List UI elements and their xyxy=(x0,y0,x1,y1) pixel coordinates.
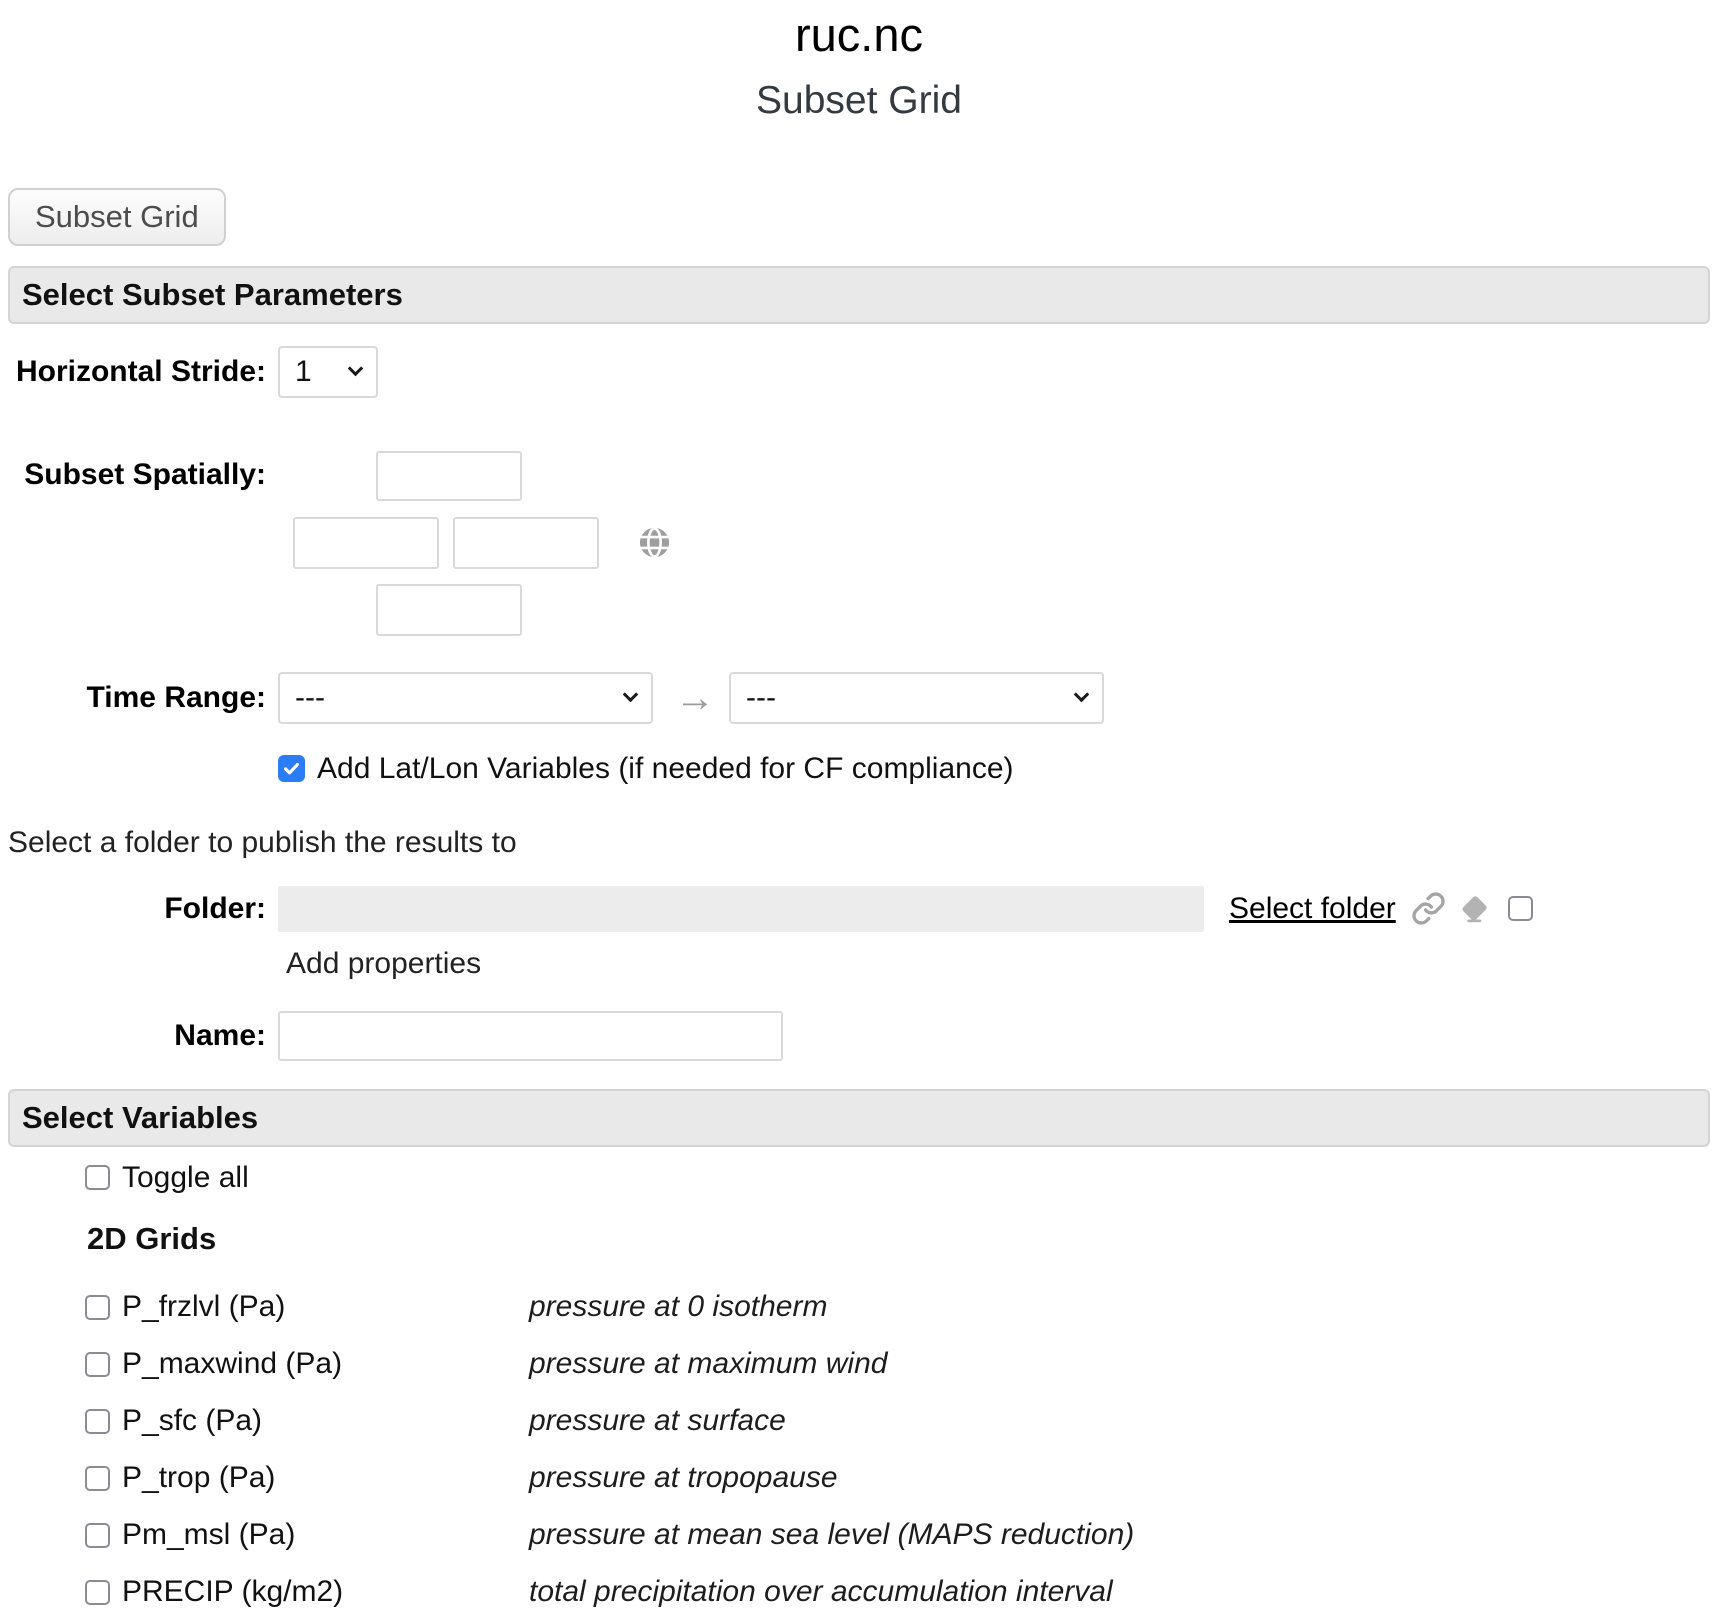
section-header-subset-parameters: Select Subset Parameters xyxy=(8,266,1710,324)
variable-description: total precipitation over accumulation interval xyxy=(529,1575,1113,1609)
page-subtitle: Subset Grid xyxy=(756,79,962,123)
folder-path-input[interactable] xyxy=(278,886,1204,932)
toggle-all-checkbox[interactable] xyxy=(85,1165,110,1190)
add-properties-link[interactable]: Add properties xyxy=(286,946,482,980)
horizontal-stride-select[interactable] xyxy=(278,346,378,398)
variable-description: pressure at surface xyxy=(529,1404,786,1438)
horizontal-stride-row xyxy=(8,346,1710,398)
globe-icon[interactable] xyxy=(637,525,672,560)
add-latlon-checkbox[interactable] xyxy=(278,755,305,782)
variable-name[interactable]: P_trop (Pa) xyxy=(122,1461,276,1495)
result-name-input[interactable] xyxy=(278,1011,783,1061)
chevron-down-icon xyxy=(1074,687,1090,703)
chevron-down-icon xyxy=(348,361,364,377)
variable-row xyxy=(8,1336,1710,1393)
folder-label: Folder: xyxy=(164,891,266,925)
eraser-icon[interactable] xyxy=(1458,893,1490,925)
subset-spatially-label: Subset Spatially: xyxy=(24,457,266,491)
variable-row xyxy=(8,1564,1710,1621)
folder-row xyxy=(8,885,1710,933)
time-start-select[interactable] xyxy=(278,672,653,724)
variable-description: pressure at 0 isotherm xyxy=(529,1290,828,1324)
north-bound-input[interactable] xyxy=(376,451,522,501)
time-end-select[interactable] xyxy=(729,672,1104,724)
variable-row xyxy=(8,1393,1710,1450)
variable-group-title: 2D Grids xyxy=(87,1220,217,1256)
variable-name[interactable]: P_sfc (Pa) xyxy=(122,1404,263,1438)
variable-description: pressure at maximum wind xyxy=(529,1347,888,1381)
subset-spatially-row xyxy=(8,451,1710,636)
variable-description: pressure at tropopause xyxy=(529,1461,838,1495)
variable-checkbox[interactable] xyxy=(85,1352,110,1377)
east-bound-input[interactable] xyxy=(453,517,599,569)
spatial-fields xyxy=(278,451,672,636)
west-bound-input[interactable] xyxy=(293,517,439,569)
name-row xyxy=(8,1011,1710,1061)
subset-grid-button[interactable]: Subset Grid xyxy=(8,188,226,246)
variable-checkbox[interactable] xyxy=(85,1466,110,1491)
time-range-label: Time Range: xyxy=(86,680,266,714)
variable-row xyxy=(8,1507,1710,1564)
name-label: Name: xyxy=(174,1018,266,1052)
variable-checkbox[interactable] xyxy=(85,1409,110,1434)
variable-name[interactable]: P_frzlvl (Pa) xyxy=(122,1290,286,1324)
toggle-all-row xyxy=(8,1161,1710,1195)
publish-intro-text: Select a folder to publish the results to xyxy=(8,825,517,859)
horizontal-stride-value: 1 xyxy=(295,354,312,388)
time-start-value: --- xyxy=(295,680,325,714)
arrow-right-icon: → xyxy=(675,675,715,720)
variable-list xyxy=(8,1279,1710,1621)
time-range-row xyxy=(8,672,1710,724)
subset-grid-page xyxy=(0,8,1718,1621)
link-icon[interactable] xyxy=(1411,891,1446,926)
select-folder-link[interactable]: Select folder xyxy=(1229,891,1396,925)
check-icon xyxy=(282,759,301,778)
toggle-all-label[interactable]: Toggle all xyxy=(122,1160,249,1194)
variable-name[interactable]: Pm_msl (Pa) xyxy=(122,1518,296,1552)
section-header-select-variables: Select Variables xyxy=(8,1089,1710,1147)
variable-checkbox[interactable] xyxy=(85,1295,110,1320)
folder-link-checkbox[interactable] xyxy=(1508,896,1533,921)
time-end-value: --- xyxy=(746,680,776,714)
variable-name[interactable]: P_maxwind (Pa) xyxy=(122,1347,343,1381)
add-latlon-row xyxy=(8,752,1710,786)
horizontal-stride-label: Horizontal Stride: xyxy=(15,354,266,388)
variable-checkbox[interactable] xyxy=(85,1523,110,1548)
add-latlon-label[interactable]: Add Lat/Lon Variables (if needed for CF compliance) xyxy=(317,751,1014,785)
south-bound-input[interactable] xyxy=(376,584,522,636)
variable-name[interactable]: PRECIP (kg/m2) xyxy=(122,1575,344,1609)
variable-checkbox[interactable] xyxy=(85,1580,110,1605)
page-title: ruc.nc xyxy=(795,8,923,61)
variable-description: pressure at mean sea level (MAPS reduction) xyxy=(529,1518,1135,1552)
variable-row xyxy=(8,1450,1710,1507)
variable-row xyxy=(8,1279,1710,1336)
chevron-down-icon xyxy=(623,687,639,703)
